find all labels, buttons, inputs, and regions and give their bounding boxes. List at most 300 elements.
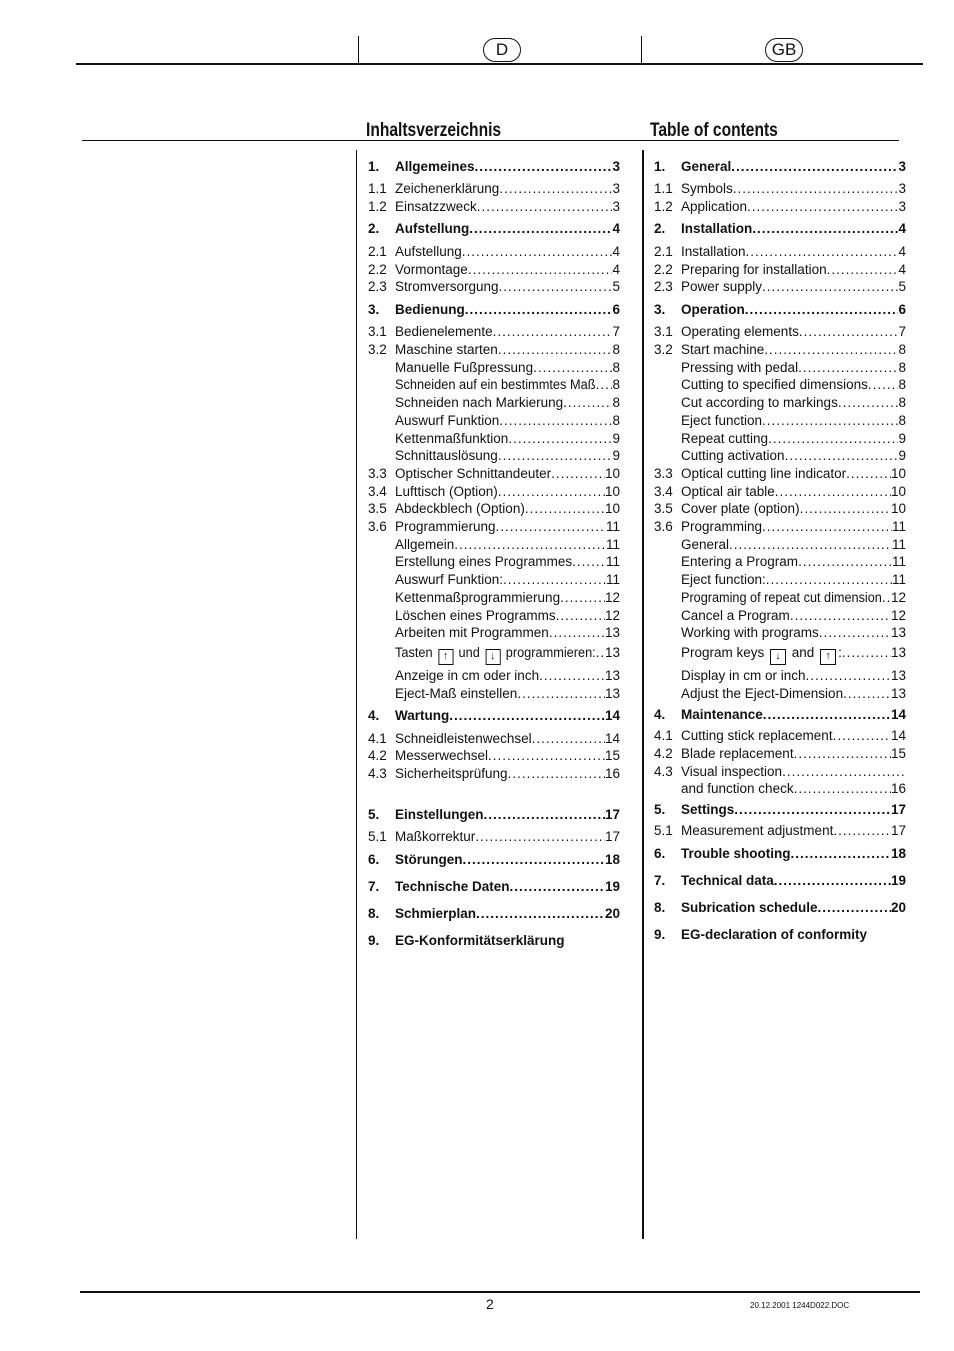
toc-entry bbox=[654, 727, 906, 745]
toc-entry-page: 12 bbox=[604, 590, 620, 605]
toc-leader-dots bbox=[782, 763, 906, 781]
toc-entry-page: 11 bbox=[605, 572, 620, 587]
toc-entry-label: Arbeiten mit Programmen bbox=[395, 625, 549, 640]
toc-leader-dots bbox=[572, 553, 606, 571]
toc-entry-number: 3.3 bbox=[368, 466, 387, 481]
toc-entry-page: 5 bbox=[898, 279, 906, 294]
toc-entry-label: Technische Daten bbox=[395, 879, 510, 894]
toc-entry-label: Maintenance bbox=[681, 707, 763, 722]
toc-entry-page: 8 bbox=[898, 413, 906, 428]
toc-title-de: Inhaltsverzeichnis bbox=[366, 120, 502, 141]
toc-entry bbox=[368, 571, 620, 589]
toc-leader-dots bbox=[508, 765, 605, 783]
toc-leader-dots bbox=[556, 607, 605, 625]
toc-leader-dots bbox=[508, 430, 612, 448]
toc-entry bbox=[654, 261, 906, 279]
toc-leader-dots bbox=[734, 801, 891, 819]
toc-entry-label: Aufstellung bbox=[395, 244, 462, 259]
toc-entry-label: Cancel a Program bbox=[681, 608, 790, 623]
toc-leader-dots bbox=[882, 589, 891, 607]
toc-entry-page: 17 bbox=[890, 823, 906, 838]
toc-entry bbox=[368, 667, 620, 685]
toc-entry-page: 8 bbox=[898, 395, 906, 410]
toc-entry-label: Programmierung bbox=[395, 519, 496, 534]
header-divider-right bbox=[641, 36, 642, 64]
toc-entry bbox=[654, 685, 906, 703]
toc-entry bbox=[368, 261, 620, 279]
toc-entry-number: 5.1 bbox=[654, 823, 673, 838]
toc-leader-dots bbox=[775, 483, 891, 501]
toc-entry-page: 6 bbox=[612, 302, 620, 317]
toc-leader-dots bbox=[477, 198, 613, 216]
toc-entry-number: 3.1 bbox=[368, 324, 387, 339]
toc-entry-label: Cutting activation bbox=[681, 448, 785, 463]
toc-entry-label: Application bbox=[681, 199, 748, 214]
toc-entry-label: General bbox=[681, 159, 732, 174]
toc-entry-page: 8 bbox=[612, 395, 620, 410]
toc-entry-page: 9 bbox=[898, 431, 906, 446]
toc-entry bbox=[654, 553, 906, 571]
toc-leader-dots bbox=[768, 430, 898, 448]
toc-entry-label: Symbols bbox=[681, 181, 733, 196]
toc-entry-page: 11 bbox=[605, 519, 620, 534]
toc-entry-label: Programing of repeat cut dimension bbox=[681, 590, 882, 605]
toc-entry bbox=[368, 341, 620, 359]
toc-entry-page: 11 bbox=[891, 519, 906, 534]
toc-entry-label: Start machine bbox=[681, 342, 765, 357]
toc-entry-number: 2.1 bbox=[654, 244, 673, 259]
toc-entry-label: Schnittauslösung bbox=[395, 448, 498, 463]
toc-entry-number: 2.3 bbox=[654, 279, 673, 294]
toc-entry-number: 4. bbox=[654, 707, 666, 722]
toc-entry-label: Manuelle Fußpressung bbox=[395, 360, 534, 375]
toc-leader-dots bbox=[517, 685, 605, 703]
toc-leader-dots bbox=[763, 706, 891, 724]
toc-leader-dots bbox=[498, 341, 613, 359]
toc-entry-label: Vormontage bbox=[395, 262, 468, 277]
toc-entry-page: 9 bbox=[612, 431, 620, 446]
toc-entry-number: 2.2 bbox=[654, 262, 673, 277]
toc-entry bbox=[368, 878, 620, 896]
toc-entry-page: 3 bbox=[898, 181, 906, 196]
toc-leader-dots bbox=[752, 220, 898, 238]
toc-entry-number: 4.2 bbox=[368, 748, 387, 763]
toc-leader-dots bbox=[475, 158, 613, 176]
toc-leader-dots bbox=[762, 278, 898, 296]
toc-leader-dots bbox=[766, 571, 892, 589]
toc-entry bbox=[368, 430, 620, 448]
toc-entry bbox=[654, 500, 906, 518]
toc-leader-dots bbox=[785, 447, 899, 465]
toc-entry-label: Technical data bbox=[681, 873, 774, 888]
toc-entry-label: Visual inspection bbox=[681, 764, 783, 779]
column-divider-right bbox=[642, 150, 644, 1239]
toc-entry-number: 5.1 bbox=[368, 829, 387, 844]
toc-entry-label: Wartung bbox=[395, 708, 450, 723]
toc-entry-page: 15 bbox=[604, 748, 620, 763]
toc-entry-page: 8 bbox=[612, 360, 620, 375]
toc-leader-dots bbox=[476, 905, 605, 923]
toc-leader-dots bbox=[510, 878, 605, 896]
toc-entry bbox=[368, 905, 620, 923]
toc-entry bbox=[368, 553, 620, 571]
toc-entry-page: 11 bbox=[891, 572, 906, 587]
toc-entry-label: Einsatzzweck bbox=[395, 199, 477, 214]
toc-entry-number: 3.5 bbox=[654, 501, 673, 516]
toc-entry-page: 12 bbox=[890, 590, 906, 605]
toc-entry-number: 3. bbox=[368, 302, 380, 317]
toc-leader-dots bbox=[449, 707, 605, 725]
toc-leader-dots bbox=[746, 243, 899, 261]
toc-leader-dots bbox=[498, 483, 605, 501]
toc-entry-label: Settings bbox=[681, 802, 735, 817]
toc-entry bbox=[654, 607, 906, 625]
toc-entry-page: 10 bbox=[604, 484, 620, 499]
toc-entry-page: 13 bbox=[604, 645, 620, 660]
arrow-down-key-icon: ↓ bbox=[485, 649, 500, 665]
toc-entry bbox=[368, 707, 620, 725]
page-number: 2 bbox=[486, 1296, 494, 1312]
toc-entry-page: 4 bbox=[612, 221, 620, 236]
toc-entry bbox=[654, 589, 906, 607]
toc-entry-page: 18 bbox=[890, 846, 906, 861]
toc-leader-dots bbox=[819, 624, 891, 642]
toc-entry-page: 19 bbox=[604, 879, 620, 894]
toc-entry-page: 14 bbox=[890, 707, 906, 722]
toc-entry-page: 4 bbox=[612, 262, 620, 277]
toc-entry bbox=[368, 644, 620, 662]
toc-leader-dots bbox=[596, 644, 605, 662]
toc-entry bbox=[368, 518, 620, 536]
toc-entry-number: 3.2 bbox=[368, 342, 387, 357]
toc-entry bbox=[654, 571, 906, 589]
toc-entry bbox=[368, 243, 620, 261]
toc-entry-page: 18 bbox=[604, 852, 620, 867]
toc-entry-label: Kettenmaßprogrammierung bbox=[395, 590, 561, 605]
toc-entry bbox=[654, 158, 906, 176]
toc-entry-label: Bedienelemente bbox=[395, 324, 493, 339]
toc-entry-number: 7. bbox=[654, 873, 666, 888]
toc-entry-page: 10 bbox=[604, 466, 620, 481]
document-info: 20.12.2001 1244D022.DOC bbox=[750, 1301, 850, 1310]
toc-entry bbox=[368, 158, 620, 176]
toc-entry-label: Sicherheitsprüfung bbox=[395, 766, 508, 781]
toc-entry-label: Schneidleistenwechsel bbox=[395, 731, 532, 746]
toc-entry-label: Cutting stick replacement bbox=[681, 728, 833, 743]
toc-entry-label: Zeichenerklärung bbox=[395, 181, 500, 196]
toc-entry-number: 3.4 bbox=[368, 484, 387, 499]
toc-entry-label: Preparing for installation bbox=[681, 262, 827, 277]
toc-entry bbox=[654, 243, 906, 261]
toc-entry bbox=[654, 518, 906, 536]
toc-leader-dots bbox=[462, 243, 613, 261]
toc-entry-page: 7 bbox=[898, 324, 906, 339]
toc-entry-label: EG-Konformitätserklärung bbox=[395, 933, 565, 948]
toc-leader-dots bbox=[475, 828, 605, 846]
toc-entry-number: 3.6 bbox=[654, 519, 673, 534]
toc-entry-page: 3 bbox=[612, 159, 620, 174]
toc-entry-label: Optical cutting line indicator bbox=[681, 466, 847, 481]
toc-entry bbox=[368, 301, 620, 319]
toc-leader-dots bbox=[551, 465, 605, 483]
toc-entry bbox=[368, 323, 620, 341]
toc-leader-dots bbox=[465, 301, 613, 319]
toc-entry-number: 3.1 bbox=[654, 324, 673, 339]
toc-entry-number: 4.3 bbox=[368, 766, 387, 781]
toc-entry bbox=[368, 806, 620, 824]
toc-leader-dots bbox=[560, 589, 605, 607]
toc-leader-dots bbox=[596, 376, 613, 394]
toc-entry-page: 8 bbox=[612, 377, 620, 392]
toc-entry-page: 4 bbox=[898, 262, 906, 277]
arrow-up-key-icon: ↑ bbox=[438, 649, 453, 665]
toc-entry-label: Auswurf Funktion bbox=[395, 413, 500, 428]
arrow-up-key-icon: ↑ bbox=[820, 649, 836, 665]
toc-leader-dots bbox=[762, 412, 898, 430]
toc-entry bbox=[654, 872, 906, 890]
toc-entry-label: Pressing with pedal bbox=[681, 360, 799, 375]
toc-entry-page: 17 bbox=[604, 807, 620, 822]
toc-entry-number: 9. bbox=[654, 927, 666, 942]
toc-entry bbox=[368, 851, 620, 869]
toc-entry bbox=[368, 220, 620, 238]
toc-entry bbox=[654, 801, 906, 819]
toc-leader-dots bbox=[842, 644, 891, 662]
toc-entry-number: 2.2 bbox=[368, 262, 387, 277]
toc-entry bbox=[368, 483, 620, 501]
toc-leader-dots bbox=[745, 301, 899, 319]
toc-entry-label: Kettenmaßfunktion bbox=[395, 431, 509, 446]
toc-entry bbox=[654, 430, 906, 448]
toc-leader-dots bbox=[469, 220, 612, 238]
toc-entry-label: General bbox=[681, 537, 730, 552]
toc-title-gb: Table of contents bbox=[650, 120, 778, 141]
header-divider-left bbox=[358, 36, 359, 64]
toc-entry-page: 7 bbox=[612, 324, 620, 339]
toc-entry-label: Maschine starten bbox=[395, 342, 498, 357]
toc-entry-page: 9 bbox=[898, 448, 906, 463]
toc-entry bbox=[654, 483, 906, 501]
toc-entry bbox=[654, 745, 906, 763]
toc-entry-label: Schneiden nach Markierung bbox=[395, 395, 564, 410]
toc-entry-page: 6 bbox=[898, 302, 906, 317]
toc-entry-page: 8 bbox=[898, 360, 906, 375]
toc-entry-label: Optischer Schnittandeuter bbox=[395, 466, 552, 481]
toc-leader-dots bbox=[846, 465, 891, 483]
toc-entry bbox=[368, 198, 620, 216]
toc-entry-page: 8 bbox=[898, 377, 906, 392]
toc-entry bbox=[654, 706, 906, 724]
toc-leader-dots bbox=[791, 845, 891, 863]
toc-entry-page: 14 bbox=[890, 728, 906, 743]
toc-entry-page: 8 bbox=[612, 413, 620, 428]
toc-entry-label: Aufstellung bbox=[395, 221, 470, 236]
toc-entry-label: Programming bbox=[681, 519, 763, 534]
toc-entry-number: 5. bbox=[368, 807, 380, 822]
toc-entry-page: 3 bbox=[898, 159, 906, 174]
toc-entry-label: Operating elements bbox=[681, 324, 799, 339]
toc-entry-label: Allgemeines bbox=[395, 159, 475, 174]
toc-entry-label: Abdeckblech (Option) bbox=[395, 501, 525, 516]
toc-entry-number: 3.3 bbox=[654, 466, 673, 481]
toc-leader-dots bbox=[799, 323, 899, 341]
toc-entry bbox=[654, 465, 906, 483]
toc-leader-dots bbox=[798, 359, 898, 377]
toc-leader-dots bbox=[488, 747, 605, 765]
toc-entry-number: 4.1 bbox=[368, 731, 387, 746]
toc-entry-number: 2.3 bbox=[368, 279, 387, 294]
header-rule bbox=[76, 63, 923, 65]
toc-entry-label: Tasten ↑ und ↓ programmieren: bbox=[395, 644, 596, 665]
toc-entry bbox=[654, 667, 906, 685]
toc-entry-label: Erstellung eines Programmes bbox=[395, 554, 573, 569]
toc-entry-page: 10 bbox=[604, 501, 620, 516]
toc-leader-dots bbox=[818, 899, 891, 917]
toc-entry-page: 13 bbox=[604, 668, 620, 683]
toc-leader-dots bbox=[838, 394, 899, 412]
toc-entry bbox=[654, 822, 906, 840]
toc-entry-page: 4 bbox=[612, 244, 620, 259]
toc-leader-dots bbox=[794, 745, 891, 763]
toc-entry-number: 2. bbox=[368, 221, 380, 236]
toc-entry-label: Cutting to specified dimensions bbox=[681, 377, 868, 392]
toc-entry bbox=[654, 899, 906, 917]
toc-entry-number: 1. bbox=[654, 159, 666, 174]
toc-leader-dots bbox=[493, 323, 613, 341]
toc-entry-number: 2. bbox=[654, 221, 666, 236]
toc-leader-dots bbox=[729, 536, 892, 554]
toc-entry-label: Cut according to markings bbox=[681, 395, 838, 410]
toc-entry-page: 10 bbox=[890, 466, 906, 481]
toc-entry-label: Power supply bbox=[681, 279, 763, 294]
toc-entry-page: 11 bbox=[605, 537, 620, 552]
toc-entry-label: Blade replacement bbox=[681, 746, 794, 761]
toc-entry-number: 4.2 bbox=[654, 746, 673, 761]
toc-entry-number: 3.6 bbox=[368, 519, 387, 534]
toc-leader-dots bbox=[731, 158, 898, 176]
toc-entry-label: Entering a Program bbox=[681, 554, 799, 569]
toc-leader-dots bbox=[484, 806, 605, 824]
toc-entry-label: Messerwechsel bbox=[395, 748, 489, 763]
toc-entry bbox=[368, 685, 620, 703]
toc-leader-dots bbox=[539, 667, 605, 685]
toc-leader-dots bbox=[454, 536, 606, 554]
toc-entry-label: Installation bbox=[681, 221, 753, 236]
toc-entry-number: 4.1 bbox=[654, 728, 673, 743]
toc-entry bbox=[654, 845, 906, 863]
toc-entry-label: Störungen bbox=[395, 852, 463, 867]
toc-entry-number: 3. bbox=[654, 302, 666, 317]
toc-leader-dots bbox=[499, 278, 613, 296]
toc-leader-dots bbox=[790, 607, 891, 625]
toc-leader-dots bbox=[499, 180, 612, 198]
toc-entry bbox=[654, 278, 906, 296]
toc-entry bbox=[654, 220, 906, 238]
toc-entry bbox=[368, 278, 620, 296]
toc-leader-dots bbox=[525, 500, 605, 518]
toc-leader-dots bbox=[806, 667, 891, 685]
toc-leader-dots bbox=[499, 412, 612, 430]
toc-leader-dots bbox=[798, 553, 892, 571]
toc-entry bbox=[654, 763, 906, 781]
toc-entry-page: 3 bbox=[612, 181, 620, 196]
toc-entry-page: 13 bbox=[890, 668, 906, 683]
toc-entry bbox=[368, 359, 620, 377]
toc-entry bbox=[654, 376, 906, 394]
toc-entry-page: 13 bbox=[890, 625, 906, 640]
toc-entry-number: 1.1 bbox=[654, 181, 673, 196]
toc-entry bbox=[368, 932, 620, 950]
toc-entry-page: 12 bbox=[604, 608, 620, 623]
toc-entry-page: 20 bbox=[604, 906, 620, 921]
toc-entry-label: Program keys ↓ and ↑ : bbox=[681, 644, 842, 665]
toc-entry bbox=[368, 747, 620, 765]
toc-entry-number: 2.1 bbox=[368, 244, 387, 259]
toc-leader-dots bbox=[800, 500, 891, 518]
toc-entry bbox=[368, 765, 620, 783]
toc-entry-page: 13 bbox=[890, 686, 906, 701]
toc-entry-label: Einstellungen bbox=[395, 807, 484, 822]
toc-entry bbox=[368, 394, 620, 412]
toc-entry bbox=[368, 500, 620, 518]
toc-leader-dots bbox=[868, 376, 899, 394]
toc-entry-page: 13 bbox=[604, 625, 620, 640]
toc-entry-label: Anzeige in cm oder inch bbox=[395, 668, 540, 683]
toc-leader-dots bbox=[774, 872, 891, 890]
toc-entry-page: 14 bbox=[604, 731, 620, 746]
toc-leader-dots bbox=[733, 180, 899, 198]
toc-entry-page: 19 bbox=[890, 873, 906, 888]
toc-entry bbox=[368, 180, 620, 198]
toc-entry-number: 8. bbox=[654, 900, 666, 915]
toc-entry bbox=[368, 607, 620, 625]
toc-entry bbox=[368, 447, 620, 465]
toc-entry-label: Bedienung bbox=[395, 302, 465, 317]
toc-entry bbox=[654, 341, 906, 359]
toc-entry-page: 11 bbox=[891, 537, 906, 552]
toc-entry-label: Working with programs bbox=[681, 625, 819, 640]
toc-entry bbox=[654, 301, 906, 319]
toc-entry-page: 11 bbox=[891, 554, 906, 569]
toc-entry-label: Repeat cutting bbox=[681, 431, 769, 446]
toc-entry bbox=[654, 926, 906, 944]
toc-entry-label: Löschen eines Programms bbox=[395, 608, 556, 623]
toc-entry-label: Display in cm or inch bbox=[681, 668, 806, 683]
toc-entry-label: Schneiden auf ein bestimmtes Maß bbox=[395, 377, 596, 392]
toc-entry bbox=[368, 624, 620, 642]
toc-entry-label: Trouble shooting bbox=[681, 846, 791, 861]
toc-leader-dots bbox=[833, 727, 891, 745]
toc-entry-page: 10 bbox=[890, 501, 906, 516]
toc-entry bbox=[368, 412, 620, 430]
toc-leader-dots bbox=[503, 571, 606, 589]
toc-entry-label: Optical air table bbox=[681, 484, 775, 499]
toc-leader-dots bbox=[762, 518, 892, 536]
toc-entry-page: 17 bbox=[604, 829, 620, 844]
toc-entry-page: 13 bbox=[890, 645, 906, 660]
toc-entry-page: 13 bbox=[604, 686, 620, 701]
toc-entry-number: 6. bbox=[368, 852, 380, 867]
toc-entry-page: 20 bbox=[890, 900, 906, 915]
toc-entry bbox=[368, 828, 620, 846]
toc-leader-dots bbox=[794, 780, 891, 798]
column-divider-left bbox=[356, 150, 357, 1239]
toc-entry-label: EG-declaration of conformity bbox=[681, 927, 868, 942]
toc-entry-page: 4 bbox=[898, 221, 906, 236]
toc-entry bbox=[654, 780, 906, 798]
toc-entry-label: Eject function: bbox=[681, 572, 766, 587]
toc-entry-page: 8 bbox=[898, 342, 906, 357]
